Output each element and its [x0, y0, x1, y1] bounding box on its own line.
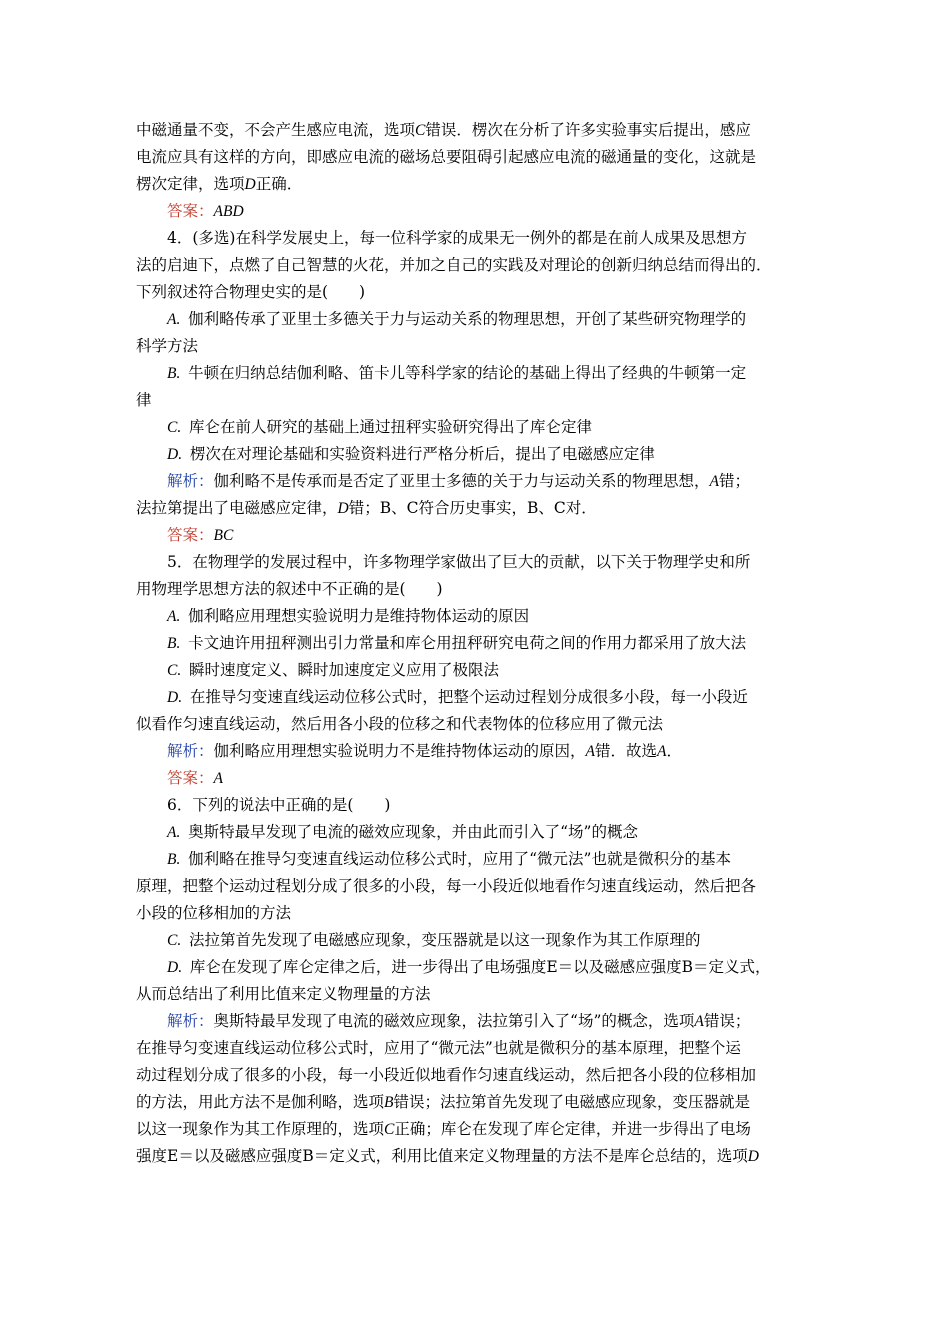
option-text: 卡文迪许用扭秤测出引力常量和库仑用扭秤研究电荷之间的作用力都采用了放大法 [188, 634, 747, 652]
option-text: 牛顿在归纳总结伽利略、笛卡儿等科学家的结论的基础上得出了经典的牛顿第一定 [188, 364, 747, 382]
q6-analysis-cont: 动过程划分成了很多的小段，每一小段近似地看作匀速直线运动，然后把各小段的位移相加 [136, 1066, 757, 1084]
option-key: C. [167, 932, 182, 949]
q5-option-d [136, 684, 820, 711]
q4-option-b [136, 360, 820, 387]
q5-option-a [136, 603, 820, 630]
option-letter: D [244, 176, 256, 193]
q6-analysis-cont [136, 1143, 820, 1170]
option-text: 瞬时速度定义、瞬时加速度定义应用了极限法 [188, 661, 499, 679]
q3-text-line [136, 171, 820, 198]
option-letter: A [585, 743, 595, 760]
option-text: 楞次在对理论基础和实验资料进行严格分析后，提出了电磁感应定律 [189, 445, 655, 463]
text-run: 楞次定律，选项 [136, 175, 245, 193]
q5-option-d-cont: 似看作匀速直线运动，然后用各小段的位移之和代表物体的位移应用了微元法 [136, 715, 664, 733]
option-key: A. [167, 311, 181, 328]
option-letter: B [384, 1094, 394, 1111]
text-run: 法拉第提出了电磁感应定律， [136, 499, 338, 517]
option-text: 法拉第首先发现了电磁感应现象，变压器就是以这一现象作为其工作原理的 [188, 931, 701, 949]
option-key: B. [167, 635, 181, 652]
q3-text-line [136, 117, 820, 144]
q5-option-c [136, 657, 820, 684]
text-run: 错．故选 [595, 742, 658, 760]
text-run: 的方法，用此方法不是伽利略，选项 [136, 1093, 385, 1111]
q6-option-b-cont: 原理，把整个运动过程划分成了很多的小段，每一小段近似地看作匀速直线运动，然后把各 [136, 877, 757, 895]
q6-analysis [136, 1008, 820, 1035]
q5-analysis [136, 738, 820, 765]
q3-text-line: 电流应具有这样的方向，即感应电流的磁场总要阻碍引起感应电流的磁通量的变化，这就是 [136, 148, 757, 166]
option-key: B. [167, 365, 181, 382]
answer-label: 答案： [167, 202, 214, 220]
text-run: 错误； [703, 1012, 751, 1030]
q6-analysis-cont [136, 1116, 820, 1143]
q4-stem: 法的启迪下，点燃了自己智慧的火花，并加之自己的实践及对理论的创新归纳总结而得出的． [136, 256, 772, 274]
analysis-label: 解析： [167, 742, 214, 760]
q6-option-b [136, 846, 820, 873]
option-text: 伽利略在推导匀变速直线运动位移公式时，应用了“微元法”也就是微积分的基本 [188, 850, 731, 868]
option-letter: A [709, 473, 719, 490]
q5-stem: 用物理学思想方法的叙述中不正确的是( ) [136, 580, 443, 598]
q4-option-c [136, 414, 820, 441]
q4-stem: 4．(多选)在科学发展史上，每一位科学家的成果无一例外的都是在前人成果及思想方 [167, 229, 747, 247]
answer-label: 答案： [167, 526, 214, 544]
text-run: 强度E＝以及磁感应强度B＝定义式，利用比值来定义物理量的方法不是库仑总结的，选项 [136, 1147, 748, 1165]
option-key: A. [167, 608, 181, 625]
q4-option-d [136, 441, 820, 468]
q3-answer [136, 198, 820, 225]
text-run: 中磁通量不变，不会产生感应电流，选项 [136, 121, 416, 139]
text-run: 错； [719, 472, 751, 490]
answer-value: A [213, 770, 223, 787]
option-letter: A [657, 743, 667, 760]
option-text: 库仑在发现了库仑定律之后，进一步得出了电场强度E＝以及磁感应强度B＝定义式， [189, 958, 771, 976]
option-key: B. [167, 851, 181, 868]
q6-option-b-cont: 小段的位移相加的方法 [136, 904, 292, 922]
text-run: 伽利略应用理想实验说明力不是维持物体运动的原因， [213, 742, 586, 760]
q4-stem: 下列叙述符合物理史实的是( ) [136, 283, 366, 301]
q6-stem: 6．下列的说法中正确的是( ) [167, 796, 391, 814]
q5-answer [136, 765, 820, 792]
q6-option-c [136, 927, 820, 954]
option-text: 在推导匀变速直线运动位移公式时，把整个运动过程划分成很多小段，每一小段近 [189, 688, 748, 706]
option-letter: C [384, 1121, 395, 1138]
option-letter: D [337, 500, 349, 517]
text-run: 伽利略不是传承而是否定了亚里士多德的关于力与运动关系的物理思想， [213, 472, 710, 490]
text-run: 错误；法拉第首先发现了电磁感应现象，变压器就是 [393, 1093, 750, 1111]
q6-analysis-cont: 在推导匀变速直线运动位移公式时，应用了“微元法”也就是微积分的基本原理，把整个运 [136, 1039, 741, 1057]
option-key: A. [167, 824, 181, 841]
option-key: D. [167, 689, 183, 706]
q4-answer [136, 522, 820, 549]
text-run: 错；B、C符合历史事实，B、C对． [348, 499, 597, 517]
answer-value: BC [213, 527, 234, 544]
analysis-label: 解析： [167, 1012, 214, 1030]
option-text: 伽利略应用理想实验说明力是维持物体运动的原因 [188, 607, 530, 625]
q5-option-b [136, 630, 820, 657]
option-key: C. [167, 662, 182, 679]
q6-option-a [136, 819, 820, 846]
text-run: 正确． [255, 175, 303, 193]
option-key: D. [167, 446, 183, 463]
text-run: 以这一现象作为其工作原理的，选项 [136, 1120, 385, 1138]
q4-analysis [136, 468, 820, 495]
q4-option-a-cont: 科学方法 [136, 337, 199, 355]
q6-option-d [136, 954, 820, 981]
option-letter: C [415, 122, 426, 139]
answer-label: 答案： [167, 769, 214, 787]
text-run: 错误．楞次在分析了许多实验事实后提出，感应 [425, 121, 751, 139]
q4-analysis-cont [136, 495, 820, 522]
q6-option-d-cont: 从而总结出了利用比值来定义物理量的方法 [136, 985, 431, 1003]
analysis-label: 解析： [167, 472, 214, 490]
text-run: ． [666, 742, 682, 760]
option-key: C. [167, 419, 182, 436]
q5-stem: 5．在物理学的发展过程中，许多物理学家做出了巨大的贡献，以下关于物理学史和所 [167, 553, 751, 571]
text-run: 奥斯特最早发现了电流的磁效应现象，法拉第引入了“场”的概念，选项 [213, 1012, 695, 1030]
text-run: 正确；库仑在发现了库仑定律，并进一步得出了电场 [394, 1120, 751, 1138]
option-letter: A [694, 1013, 704, 1030]
option-text: 库仑在前人研究的基础上通过扭秤实验研究得出了库仑定律 [188, 418, 592, 436]
option-key: D. [167, 959, 183, 976]
q4-option-a [136, 306, 820, 333]
option-text: 伽利略传承了亚里士多德关于力与运动关系的物理思想，开创了某些研究物理学的 [188, 310, 747, 328]
q6-analysis-cont [136, 1089, 820, 1116]
option-letter: D [747, 1148, 759, 1165]
q4-option-b-cont: 律 [136, 391, 152, 409]
answer-value: ABD [213, 203, 244, 220]
option-text: 奥斯特最早发现了电流的磁效应现象，并由此而引入了“场”的概念 [188, 823, 638, 841]
